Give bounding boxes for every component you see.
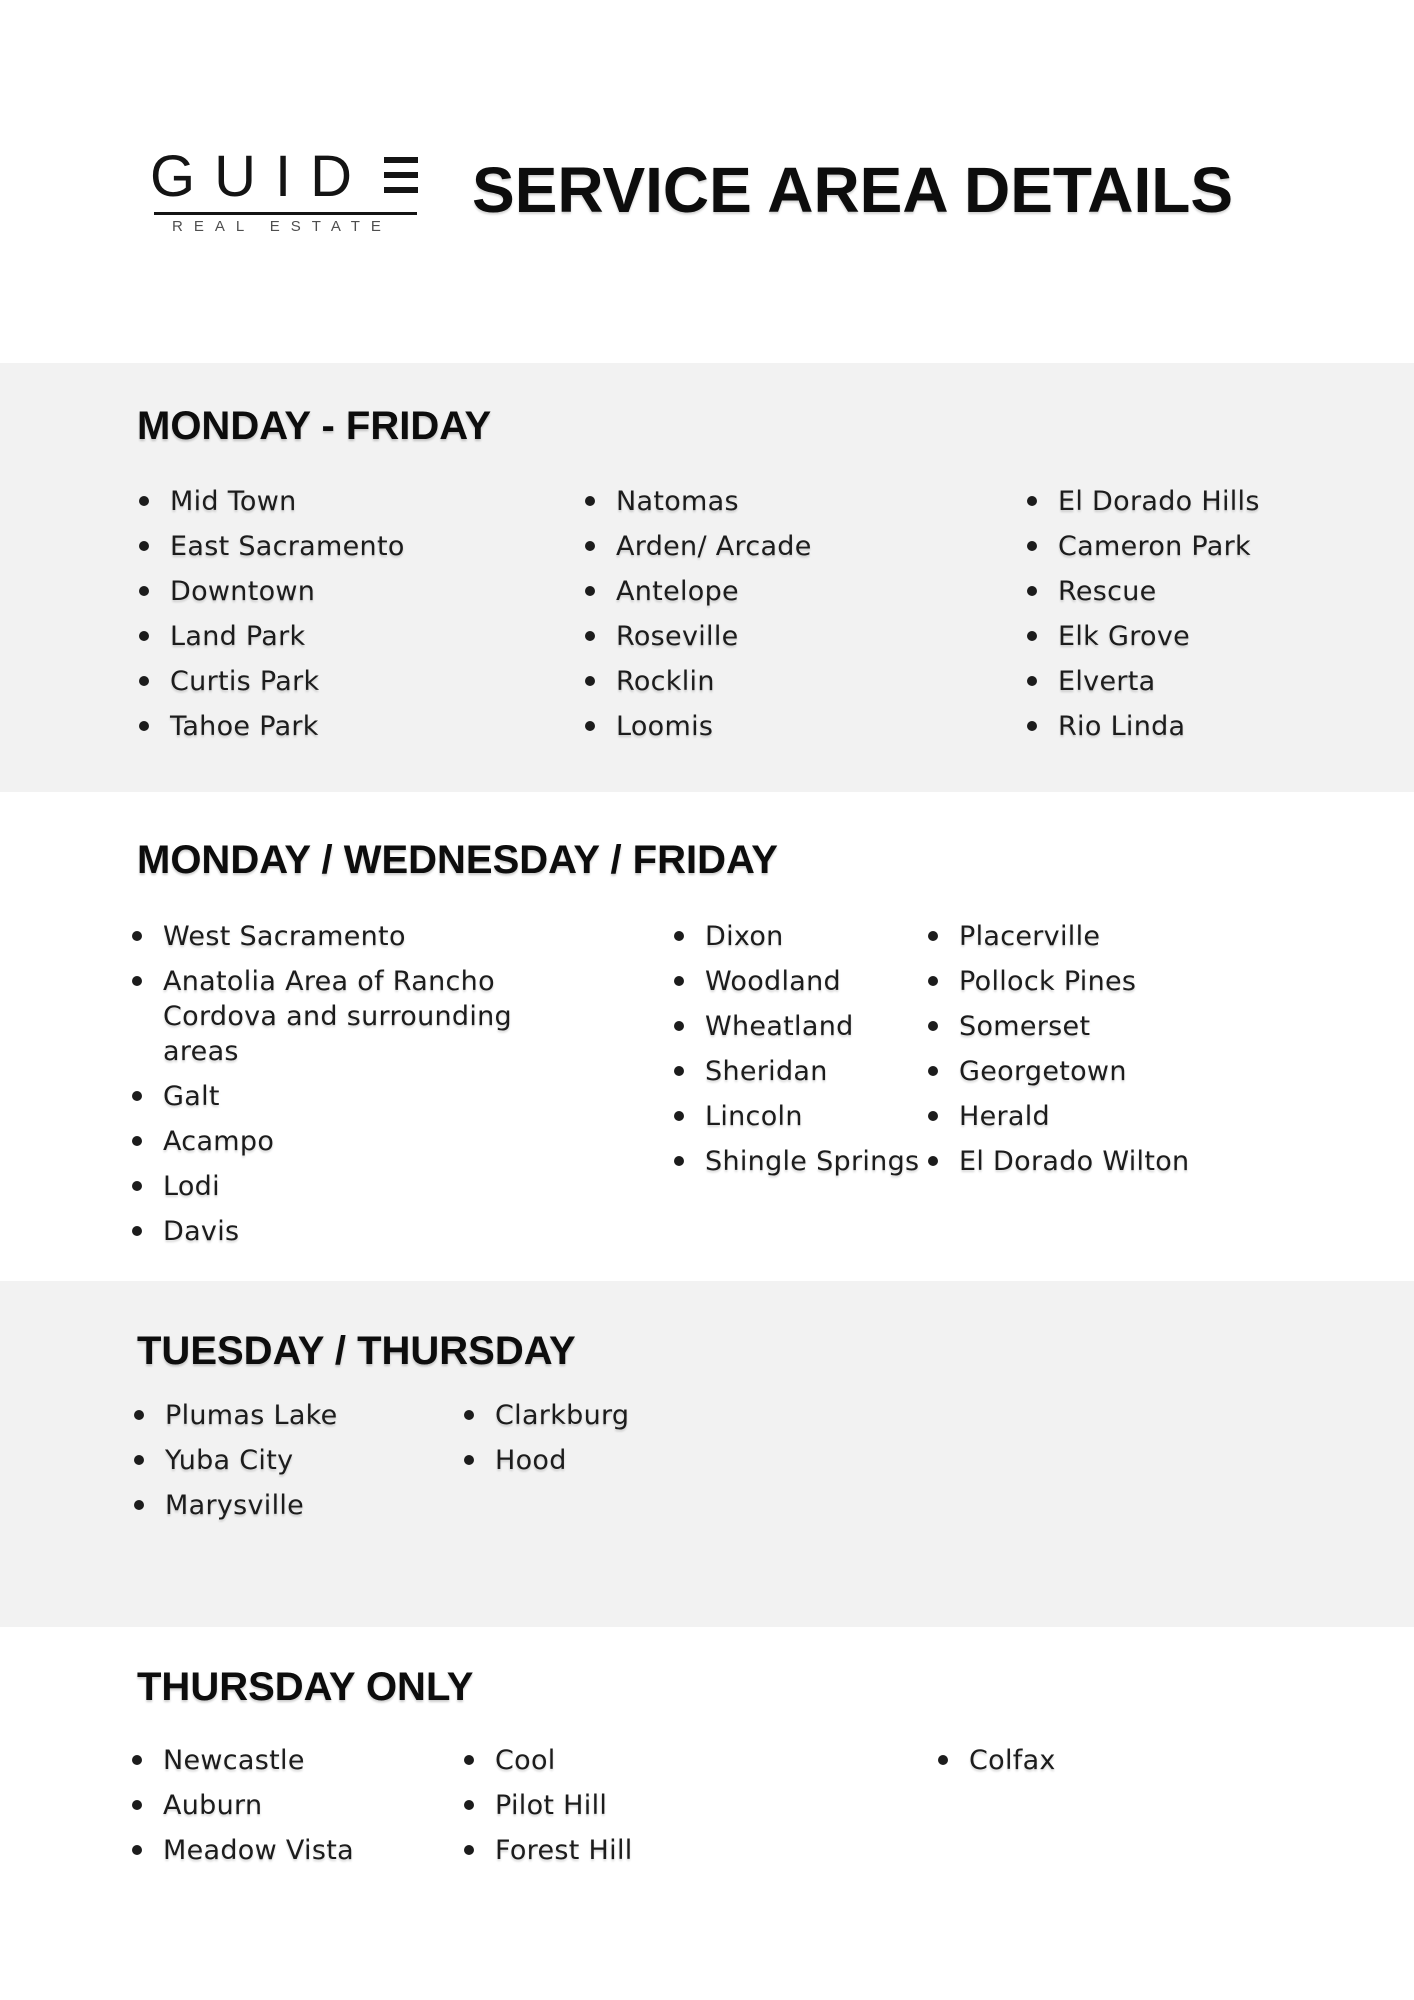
city-item: Galt — [132, 1079, 577, 1114]
section-heading: MONDAY / WEDNESDAY / FRIDAY — [137, 838, 778, 882]
city-item: Clarkburg — [464, 1398, 864, 1433]
city-item: Herald — [928, 1099, 1328, 1134]
city-item: Arden/ Arcade — [585, 529, 985, 564]
city-item: Acampo — [132, 1124, 577, 1159]
city-list-column — [938, 1743, 1338, 1788]
logo-divider — [154, 212, 417, 215]
city-item: Rio Linda — [1027, 709, 1414, 744]
city-item: Lincoln — [674, 1099, 1074, 1134]
city-item: Plumas Lake — [134, 1398, 534, 1433]
city-item: Rescue — [1027, 574, 1414, 609]
city-list-column — [1027, 484, 1414, 754]
city-item: Wheatland — [674, 1009, 1074, 1044]
section-heading: TUESDAY / THURSDAY — [137, 1329, 576, 1373]
city-item: Somerset — [928, 1009, 1328, 1044]
city-item: Forest Hill — [464, 1833, 864, 1868]
city-item: Shingle Springs — [674, 1144, 1074, 1179]
city-item: Lodi — [132, 1169, 577, 1204]
city-item: Land Park — [139, 619, 539, 654]
city-item: Dixon — [674, 919, 1074, 954]
city-list-column — [464, 1743, 864, 1878]
city-list-column — [139, 484, 539, 754]
logo-e-bar — [384, 187, 418, 193]
city-item: Davis — [132, 1214, 577, 1249]
city-item: Auburn — [132, 1788, 532, 1823]
city-item: Pilot Hill — [464, 1788, 864, 1823]
city-item: Yuba City — [134, 1443, 534, 1478]
city-list-column — [585, 484, 985, 754]
city-item: Cameron Park — [1027, 529, 1414, 564]
city-item: Sheridan — [674, 1054, 1074, 1089]
city-item: Elk Grove — [1027, 619, 1414, 654]
city-item: Roseville — [585, 619, 985, 654]
city-item: Marysville — [134, 1488, 534, 1523]
logo-e-bars-icon — [384, 157, 418, 202]
city-item: Meadow Vista — [132, 1833, 532, 1868]
city-list-column — [928, 919, 1328, 1189]
section-heading: THURSDAY ONLY — [137, 1665, 474, 1709]
city-list-column — [132, 919, 577, 1259]
city-item: Antelope — [585, 574, 985, 609]
city-item: Curtis Park — [139, 664, 539, 699]
city-item: Elverta — [1027, 664, 1414, 699]
city-item: Natomas — [585, 484, 985, 519]
city-item: Tahoe Park — [139, 709, 539, 744]
logo-e-bar — [384, 172, 418, 178]
city-item: Mid Town — [139, 484, 539, 519]
city-item: Hood — [464, 1443, 864, 1478]
city-item: East Sacramento — [139, 529, 539, 564]
city-item: Pollock Pines — [928, 964, 1328, 999]
city-item: Loomis — [585, 709, 985, 744]
city-item: Placerville — [928, 919, 1328, 954]
city-item: Georgetown — [928, 1054, 1328, 1089]
city-item: Rocklin — [585, 664, 985, 699]
city-item: Colfax — [938, 1743, 1338, 1778]
logo-e-bar — [384, 157, 418, 163]
city-list-column — [464, 1398, 864, 1488]
city-item: Cool — [464, 1743, 864, 1778]
page-title: SERVICE AREA DETAILS — [472, 154, 1233, 226]
city-item: Downtown — [139, 574, 539, 609]
city-item: El Dorado Hills — [1027, 484, 1414, 519]
logo-subtitle: REAL ESTATE — [172, 218, 392, 235]
city-item: Woodland — [674, 964, 1074, 999]
logo-wordmark: GUID — [150, 144, 371, 209]
city-item: El Dorado Wilton — [928, 1144, 1328, 1179]
city-item: Anatolia Area of Rancho Cordova and surrounding areas — [132, 964, 577, 1069]
section-heading: MONDAY - FRIDAY — [137, 404, 492, 448]
city-item: Newcastle — [132, 1743, 532, 1778]
city-item: West Sacramento — [132, 919, 577, 954]
